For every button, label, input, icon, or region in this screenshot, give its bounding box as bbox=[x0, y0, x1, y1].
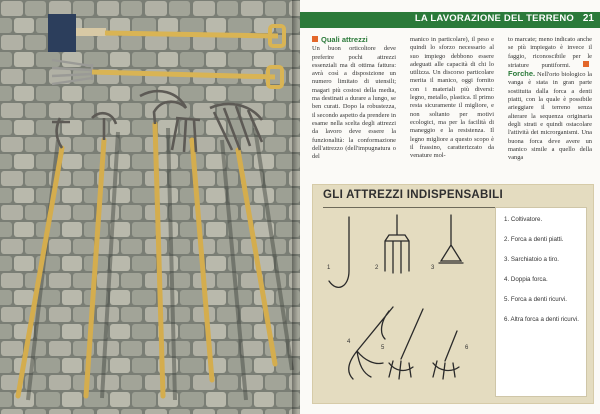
legend-item: 6. Altra forca a denti ricurvi. bbox=[504, 316, 579, 323]
orange-square-bullet-icon bbox=[583, 61, 589, 67]
double-fork-drawing bbox=[349, 307, 393, 379]
drawing-number-3: 3 bbox=[431, 265, 435, 271]
text-column-3 bbox=[508, 36, 592, 162]
tools-figure-box bbox=[312, 184, 594, 404]
tools-line-drawing bbox=[319, 211, 489, 399]
column-3-text-start: to marcate; meno indicato anche se più impiegato è invece il faggio, riconoscibile per le striature puntiformi. bbox=[508, 36, 592, 69]
article-columns bbox=[312, 36, 594, 180]
section-subhead-forche: Forche. bbox=[508, 69, 536, 79]
column-2-text: manico in particolare), il peso e quindi lo sforzo necessario al suo impiego debbono essere adeguati alle capacità di chi lo utilizza. Un discorso particolare merita il manico, oggi fornito con i materiali più diversi: legno, metallo, plastica. Il primo resta sicuramente il migliore, e non soltanto per motivi ecologici, ma per la facilità di maneggio e la resistenza. Il legno migliore a questo scopo è il frassino, caratterizzato da venature mol- bbox=[410, 36, 494, 160]
figure-title: GLI ATTREZZI INDISPENSABILI bbox=[323, 189, 503, 201]
page-number: 21 bbox=[582, 13, 594, 24]
cultivator-drawing bbox=[329, 217, 349, 287]
spade-blade bbox=[48, 14, 76, 52]
legend-item: 5. Forca a denti ricurvi. bbox=[504, 296, 567, 303]
legend-item: 4. Doppia forca. bbox=[504, 276, 548, 283]
chapter-title: LA LAVORAZIONE DEL TERRENO bbox=[414, 13, 574, 24]
flat-fork-drawing bbox=[385, 215, 409, 273]
text-column-1 bbox=[312, 36, 396, 161]
orange-square-bullet-icon bbox=[312, 36, 318, 42]
drawing-number-5: 5 bbox=[381, 345, 385, 351]
legend-item: 1. Coltivatore. bbox=[504, 216, 543, 223]
column-3-text-end: Nell'orto biologico la vanga è stata in gran parte sostituita dalla forca a denti piatti, con la quale è possibile arieggiare il terreno senza alterare la sequenza originaria degli strati e quindi ostacolare l'attività dei microrganismi. Una buona forca deve avere un manico simile a quello della vanga bbox=[508, 71, 592, 162]
text-column-2 bbox=[410, 36, 494, 160]
drawing-number-2: 2 bbox=[375, 265, 379, 271]
drawing-number-6: 6 bbox=[465, 345, 469, 351]
chapter-header-bar bbox=[300, 12, 600, 28]
legend-item: 2. Forca a denti piatti. bbox=[504, 236, 564, 243]
column-1-text: Un buon orticoltore deve preferire pochi attrezzi essenziali ma di ottima fattura: avrà così a disposizione un numero limitato di utensili; magari più costosi della media, ma destinati a durare a lungo, se ben curati. Dopo la robustezza, il secondo aspetto da prendere in esame nella scelta degli attrezzi da lavoro deve essere la funzionalità: la conformazione dell'attrezzo (dell'impugnatura o del bbox=[312, 45, 396, 161]
drawing-number-1: 1 bbox=[327, 265, 331, 271]
curved-tine-fork-drawing bbox=[389, 309, 423, 379]
curved-tine-fork-2-drawing bbox=[433, 331, 459, 379]
text-page bbox=[300, 0, 600, 414]
figure-legend bbox=[495, 207, 587, 397]
drawing-number-4: 4 bbox=[347, 339, 351, 345]
legend-item: 3. Sarchiatoio a tiro. bbox=[504, 256, 560, 263]
draw-hoe-drawing bbox=[439, 215, 463, 263]
section-subhead-quali-attrezzi: Quali attrezzi bbox=[321, 35, 368, 44]
